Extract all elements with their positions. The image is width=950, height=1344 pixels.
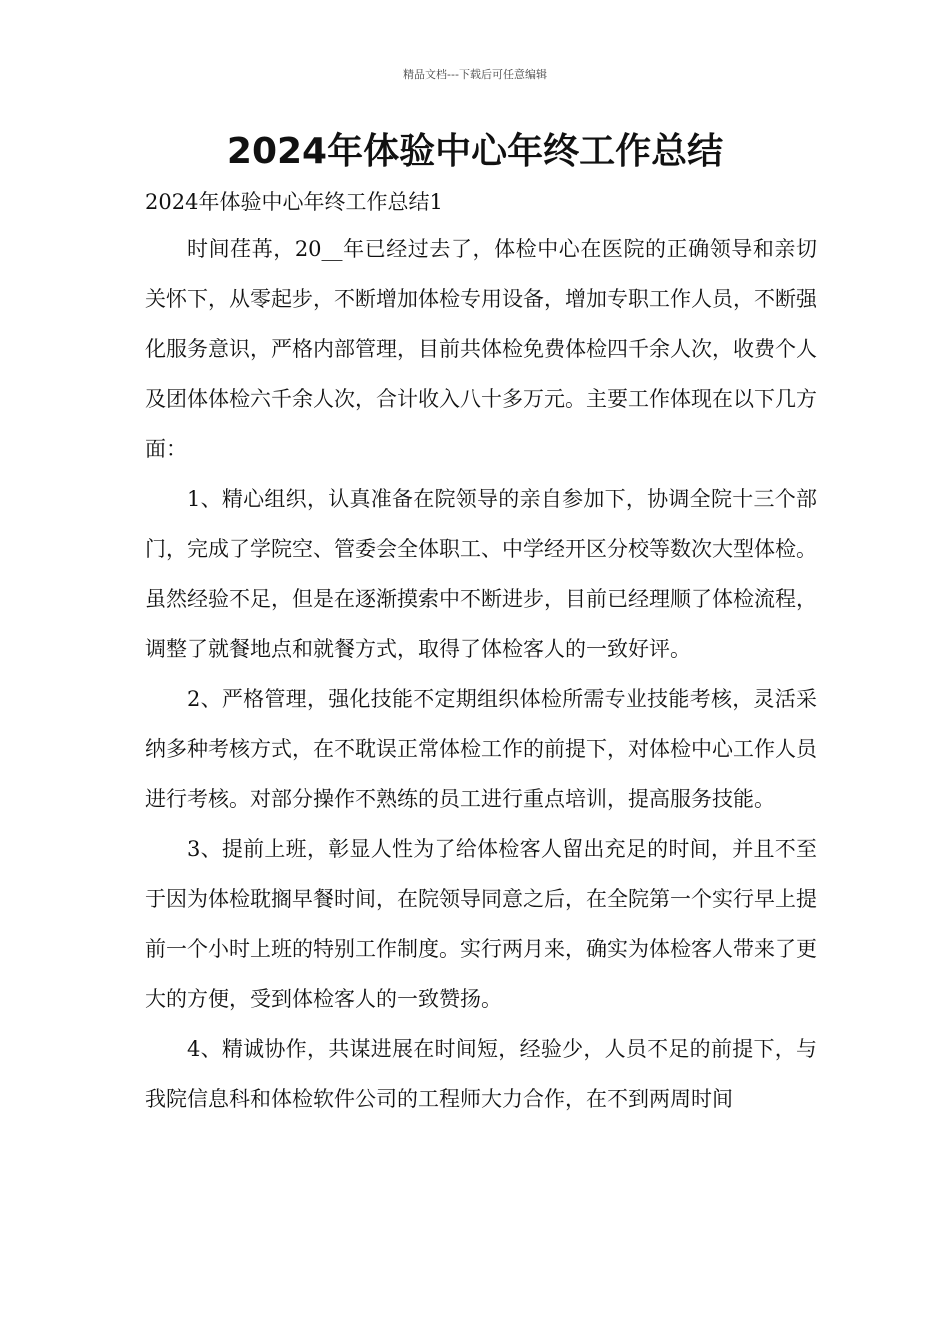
page-header-note: 精品文档---下载后可任意编辑	[403, 68, 547, 81]
paragraph-intro: 时间荏苒，20__年已经过去了，体检中心在医院的正确领导和亲切关怀下，从零起步，不断增加体检专用设备，增加专职工作人员，不断强化服务意识，严格内部管理，目前共体检免费体检四千余人次，收费个人及团体体检六千余人次，合计收入八十多万元。主要工作体现在以下几方面：	[145, 237, 817, 461]
paragraph-item-4: 4、精诚协作，共谋进展在时间短，经验少，人员不足的前提下，与我院信息科和体检软件公司的工程师大力合作，在不到两周时间	[145, 1037, 817, 1111]
document-title: 2024年体验中心年终工作总结	[226, 131, 724, 172]
paragraph-item-2: 2、严格管理，强化技能不定期组织体检所需专业技能考核，灵活采纳多种考核方式，在不耽误正常体检工作的前提下，对体检中心工作人员进行考核。对部分操作不熟练的员工进行重点培训，提高服务技能。	[145, 687, 817, 811]
document-body	[145, 180, 817, 1124]
paragraph-item-1: 1、精心组织，认真准备在院领导的亲自参加下，协调全院十三个部门，完成了学院空、管委会全体职工、中学经开区分校等数次大型体检。虽然经验不足，但是在逐渐摸索中不断进步，目前已经理顺了体检流程，调整了就餐地点和就餐方式，取得了体检客人的一致好评。	[145, 487, 817, 661]
paragraph-item-3: 3、提前上班，彰显人性为了给体检客人留出充足的时间，并且不至于因为体检耽搁早餐时间，在院领导同意之后，在全院第一个实行早上提前一个小时上班的特别工作制度。实行两月来，确实为体检客人带来了更大的方便，受到体检客人的一致赞扬。	[145, 837, 817, 1011]
document-subtitle: 2024年体验中心年终工作总结1	[145, 190, 443, 214]
